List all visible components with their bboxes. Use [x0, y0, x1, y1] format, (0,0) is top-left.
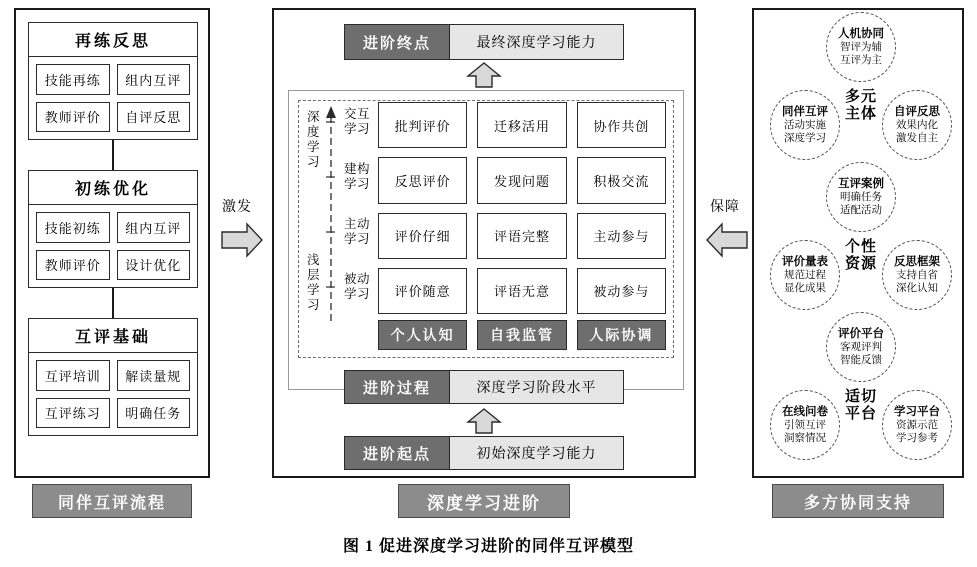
cluster-2-node-1-line-1: 洞察情况: [784, 432, 826, 444]
dimension-label-1: 自我监管: [477, 320, 566, 350]
cluster-2-node-0: [826, 312, 896, 382]
dimension-label-0: 个人认知: [378, 320, 467, 350]
left-group-0: [28, 22, 198, 140]
cluster-1-center-title: 个性 资源: [844, 238, 877, 272]
cluster-0-center: [830, 74, 892, 136]
right-panel: [752, 8, 964, 478]
middle-panel-bottom-label: 深度学习进阶: [398, 484, 570, 518]
row-label-2: 主动 学习: [343, 217, 370, 246]
cluster-2-node-2-line-1: 学习参考: [896, 432, 938, 444]
cluster-2-node-2-line-0: 资源示范: [896, 419, 938, 431]
cluster-1-node-2-line-1: 深化认知: [896, 282, 938, 294]
cluster-2-node-0-line-1: 智能反馈: [840, 354, 882, 366]
left-arrow-label: 激发: [222, 198, 252, 214]
left-group-0-item-3: 自评反思: [117, 102, 191, 133]
axis-ticks: [326, 106, 338, 326]
axis-label-deep: 深 度 学 习: [306, 110, 320, 169]
row-label-0: 交互 学习: [343, 107, 370, 136]
right-to-middle-arrow: [706, 222, 748, 258]
left-group-0-item-1: 组内互评: [117, 64, 191, 95]
left-panel: [14, 8, 210, 478]
row-label-1: 建构 学习: [343, 162, 370, 191]
cluster-2-node-2: [882, 390, 952, 460]
left-group-1-title: 初练优化: [29, 171, 197, 205]
matrix-cell-2-1: 评语完整: [477, 213, 566, 259]
left-panel-bottom-label: 同伴互评流程: [32, 484, 192, 518]
dimension-label-2: 人际协调: [577, 320, 666, 350]
cluster-2-center-title: 适切 平台: [844, 388, 877, 422]
progress-endpoint-value: 最终深度学习能力: [449, 25, 623, 59]
cluster-0-node-1-line-1: 深度学习: [784, 132, 826, 144]
cluster-1-node-1-line-0: 规范过程: [784, 269, 826, 281]
learning-matrix: [378, 102, 666, 314]
right-cluster-2: [754, 312, 966, 462]
matrix-cell-1-2: 积极交流: [577, 157, 666, 203]
cluster-2-node-1-title: 在线问卷: [782, 406, 828, 418]
cluster-1-node-1-title: 评价量表: [782, 256, 828, 268]
right-cluster-1: [754, 162, 966, 312]
cluster-0-node-2-title: 自评反思: [894, 106, 940, 118]
cluster-1-center: [830, 224, 892, 286]
matrix-cell-3-0: 评价随意: [378, 268, 467, 314]
matrix-cell-1-1: 发现问题: [477, 157, 566, 203]
cluster-1-node-0-line-0: 明确任务: [840, 191, 882, 203]
right-arrow-label: 保障: [710, 198, 740, 214]
matrix-cell-0-1: 迁移活用: [477, 102, 566, 148]
cluster-2-node-1-line-0: 引领互评: [784, 419, 826, 431]
cluster-0-node-1-line-0: 活动实施: [784, 119, 826, 131]
cluster-1-node-2-line-0: 支持自省: [896, 269, 938, 281]
cluster-1-node-1-line-1: 显化成果: [784, 282, 826, 294]
cluster-0-node-2-line-1: 激发自主: [896, 132, 938, 144]
matrix-dimension-row: [378, 320, 666, 350]
left-group-0-item-2: 教师评价: [36, 102, 110, 133]
up-arrow-to-process: [466, 408, 502, 434]
cluster-0-node-2-line-0: 效果内化: [896, 119, 938, 131]
progress-endpoint-label: 进阶终点: [345, 25, 449, 59]
cluster-2-node-0-line-0: 客观评判: [840, 341, 882, 353]
middle-panel: [272, 8, 696, 478]
cluster-1-node-0-title: 互评案例: [838, 178, 884, 190]
cluster-2-center: [830, 374, 892, 436]
progress-start-label: 进阶起点: [345, 437, 449, 469]
progress-process-value: 深度学习阶段水平: [449, 371, 623, 403]
progress-process-row: [344, 370, 624, 404]
left-group-2-item-0: 互评培训: [36, 360, 110, 391]
matrix-cell-2-0: 评价仔细: [378, 213, 467, 259]
up-arrow-to-endpoint: [466, 62, 502, 88]
left-connector-1: [112, 288, 114, 318]
left-group-2-title: 互评基础: [29, 319, 197, 353]
matrix-cell-2-2: 主动参与: [577, 213, 666, 259]
cluster-0-node-0: [826, 12, 896, 82]
left-group-0-item-0: 技能再练: [36, 64, 110, 95]
figure-caption: 图 1 促进深度学习进阶的同伴互评模型: [342, 538, 634, 555]
axis-label-shallow: 浅 层 学 习: [306, 253, 320, 312]
right-panel-bottom-label: 多方协同支持: [772, 484, 944, 518]
left-connector-0: [112, 140, 114, 170]
cluster-1-node-0: [826, 162, 896, 232]
cluster-2-node-2-title: 学习平台: [894, 406, 940, 418]
left-group-1-item-3: 设计优化: [117, 250, 191, 281]
cluster-2-node-0-title: 评价平台: [838, 328, 884, 340]
matrix-cell-1-0: 反思评价: [378, 157, 467, 203]
cluster-0-node-1-title: 同伴互评: [782, 106, 828, 118]
left-group-1-item-1: 组内互评: [117, 212, 191, 243]
left-group-2-item-3: 明确任务: [117, 398, 191, 429]
cluster-1-node-2-title: 反思框架: [894, 256, 940, 268]
progress-process-label: 进阶过程: [345, 371, 449, 403]
left-to-middle-arrow: [221, 222, 263, 258]
left-group-2-item-1: 解读量规: [117, 360, 191, 391]
cluster-0-center-title: 多元 主体: [844, 88, 877, 122]
matrix-cell-3-1: 评语无意: [477, 268, 566, 314]
matrix-cell-0-2: 协作共创: [577, 102, 666, 148]
progress-endpoint-row: [344, 24, 624, 60]
progress-start-row: [344, 436, 624, 470]
matrix-cell-3-2: 被动参与: [577, 268, 666, 314]
row-label-3: 被动 学习: [343, 272, 370, 301]
left-group-1-item-0: 技能初练: [36, 212, 110, 243]
cluster-0-node-2: [882, 90, 952, 160]
left-group-1-item-2: 教师评价: [36, 250, 110, 281]
cluster-0-node-0-line-0: 智评为辅: [840, 41, 882, 53]
left-group-2-item-2: 互评练习: [36, 398, 110, 429]
right-cluster-0: [754, 12, 966, 162]
progress-start-value: 初始深度学习能力: [449, 437, 623, 469]
left-group-0-title: 再练反思: [29, 23, 197, 57]
left-group-2: [28, 318, 198, 436]
cluster-0-node-0-title: 人机协同: [838, 28, 884, 40]
matrix-cell-0-0: 批判评价: [378, 102, 467, 148]
cluster-0-node-0-line-1: 互评为主: [840, 54, 882, 66]
left-group-1: [28, 170, 198, 288]
cluster-1-node-0-line-1: 适配活动: [840, 204, 882, 216]
cluster-1-node-2: [882, 240, 952, 310]
